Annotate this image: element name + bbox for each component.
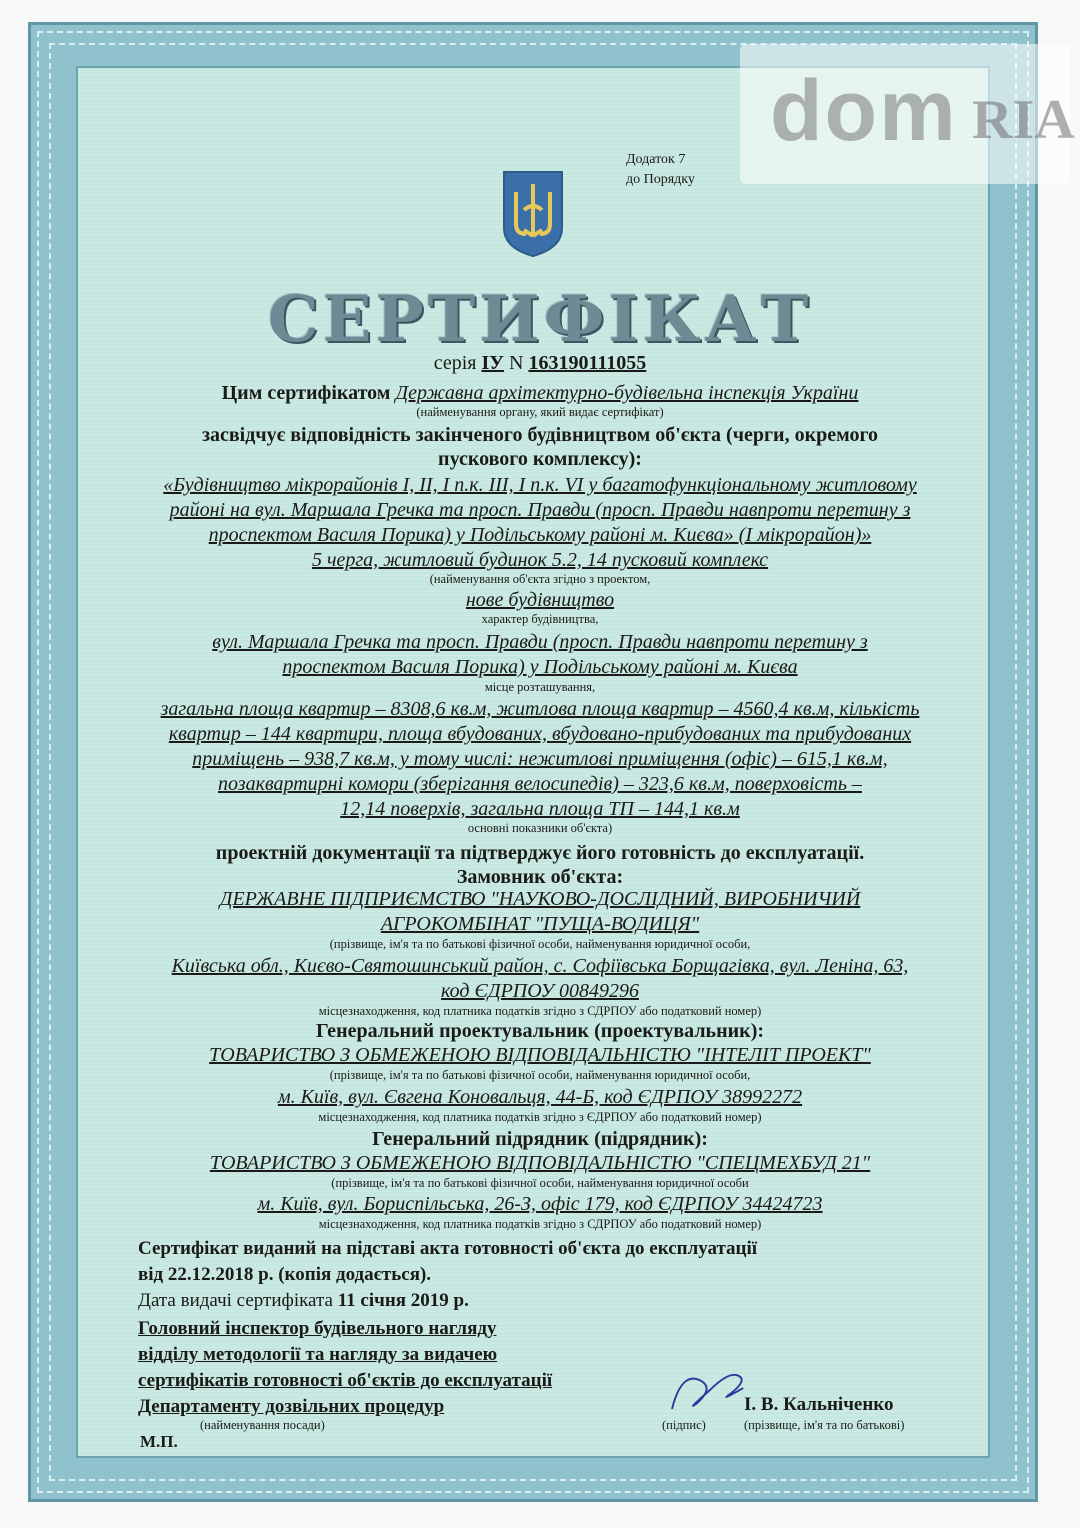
issue-date-value: 11 січня 2019 р.: [337, 1290, 469, 1311]
object-line-3: проспектом Василя Порика) у Подільському районі м. Києва» (І мікрорайон)»: [208, 524, 872, 546]
series-code: ІУ: [481, 352, 504, 374]
indicators-line-4: позаквартирні комори (зберігання велосипедів) – 323,6 кв.м, поверховість –: [218, 773, 862, 795]
contractor-address: м. Київ, вул. Бориспільська, 26-З, офіс 179, код ЄДРПОУ 34424723: [257, 1193, 823, 1215]
designer-address-caption: місцезнаходження, код платника податків згідно з ЄДРПОУ або податковий номер): [318, 1110, 762, 1124]
position-line-1: Головний інспектор будівельного нагляду: [138, 1318, 497, 1339]
conformity-statement: проектній документації та підтверджує його готовність до експлуатації.: [215, 842, 865, 864]
issuer-name: Державна архітектурно-будівельна інспекція України: [395, 382, 859, 404]
location-line-1: вул. Маршала Гречка та просп. Правди (просп. Правди навпроти перетину з: [212, 631, 868, 653]
customer-address-line-2: код ЄДРПОУ 00849296: [441, 980, 639, 1002]
signatory-name-caption: (прізвище, ім'я та по батькові): [744, 1418, 905, 1432]
contractor-name: ТОВАРИСТВО З ОБМЕЖЕНОЮ ВІДПОВІДАЛЬНІСТЮ "СПЕЦМЕХБУД 21": [209, 1152, 871, 1174]
seal-mark: М.П.: [140, 1432, 178, 1451]
contractor-name-caption: (прізвище, ім'я та по батькові фізичної особи, найменування юридичної особи: [331, 1176, 749, 1190]
indicators-line-5: 12,14 поверхів, загальна площа ТП – 144,1 кв.м: [340, 798, 740, 820]
series-label: серія: [433, 352, 477, 374]
customer-heading: Замовник об'єкта:: [456, 866, 624, 888]
object-line-4: 5 черга, житловий будинок 5.2, 14 пусковий комплекс: [311, 549, 769, 571]
issuer-caption: (найменування органу, який видає сертифікат): [416, 405, 664, 419]
position-line-4: Департаменту дозвільних процедур: [138, 1396, 445, 1417]
location-line-2: проспектом Василя Порика) у Подільському районі м. Києва: [282, 656, 798, 678]
indicators-line-3: приміщень – 938,7 кв.м, у тому числі: нежитлові приміщення (офіс) – 615,1 кв.м,: [192, 748, 888, 770]
certifies-line-2: пускового комплексу):: [438, 448, 642, 470]
appendix-line-1: Додаток 7: [626, 152, 686, 167]
certificate-number: 163190111055: [528, 352, 647, 374]
issue-date-line: [138, 1290, 469, 1312]
trident-coat-of-arms-icon: [502, 170, 564, 258]
contractor-address-caption: місцезнаходження, код платника податків згідно з СДРПОУ або податковий номер): [318, 1217, 762, 1231]
construction-type: нове будівництво: [465, 589, 615, 611]
position-line-3: сертифікатів готовності об'єктів до експлуатації: [138, 1370, 553, 1391]
handwritten-signature: [660, 1352, 760, 1428]
series-line: [0, 352, 1080, 375]
object-line-2: районі на вул. Маршала Гречка та просп. Правди (просп. Правди навпроти перетину з: [169, 499, 911, 521]
object-caption: (найменування об'єкта згідно з проектом,: [429, 572, 651, 586]
basis-line-1: Сертифікат виданий на підставі акта готовності об'єкта до експлуатації: [138, 1238, 758, 1259]
position-caption: (найменування посади): [200, 1418, 325, 1432]
designer-name: ТОВАРИСТВО З ОБМЕЖЕНОЮ ВІДПОВІДАЛЬНІСТЮ "ІНТЕЛІТ ПРОЕКТ": [209, 1044, 871, 1066]
customer-address-line-1: Київська обл., Києво-Святошинський район, с. Софіївська Борщагівка, вул. Леніна, 63,: [171, 955, 909, 977]
customer-name-line-1: ДЕРЖАВНЕ ПІДПРИЄМСТВО "НАУКОВО-ДОСЛІДНИЙ, ВИРОБНИЧИЙ: [219, 888, 861, 910]
designer-name-caption: (прізвище, ім'я та по батькові фізичної особи, найменування юридичної особи,: [329, 1068, 751, 1082]
signatory-name: І. В. Кальніченко: [744, 1394, 894, 1415]
dom-ria-watermark: dom: [770, 63, 958, 159]
signature-caption: (підпис): [662, 1418, 706, 1432]
designer-heading: Генеральний проектувальник (проектувальник):: [315, 1020, 765, 1042]
object-line-1: «Будівництво мікрорайонів І, ІІ, І п.к. ІІІ, І п.к. VI у багатофункціональному житловому: [163, 474, 917, 496]
indicators-caption: основні показники об'єкта): [467, 821, 613, 835]
designer-address: м. Київ, вул. Євгена Коновальця, 44-Б, код ЄДРПОУ 38992272: [277, 1086, 803, 1108]
issuer-prefix: Цим сертифікатом: [221, 382, 391, 404]
indicators-line-1: загальна площа квартир – 8308,6 кв.м, житлова площа квартир – 4560,4 кв.м, кількість: [160, 698, 920, 720]
issuer-line: [0, 382, 1080, 405]
certifies-line-1: засвідчує відповідність закінченого будівництвом об'єкта (черги, окремого: [201, 424, 879, 446]
number-label: N: [508, 352, 524, 374]
indicators-line-2: квартир – 144 квартири, площа вбудованих, вбудовано-прибудованих та прибудованих: [168, 723, 912, 745]
customer-name-caption: (прізвище, ім'я та по батькові фізичної особи, найменування юридичної особи,: [329, 937, 751, 951]
appendix-note: [626, 150, 695, 190]
location-caption: місце розташування,: [484, 680, 596, 694]
issue-date-label: Дата видачі сертифіката: [138, 1290, 333, 1311]
customer-address-caption: місцезнаходження, код платника податків згідно з СДРПОУ або податковий номер): [318, 1004, 762, 1018]
ria-watermark: RIA: [972, 89, 1075, 151]
basis-line-2: від 22.12.2018 р. (копія додається).: [138, 1264, 432, 1285]
customer-name-line-2: АГРОКОМБІНАТ "ПУЩА-ВОДИЦЯ": [380, 913, 700, 935]
contractor-heading: Генеральний підрядник (підрядник):: [372, 1128, 708, 1150]
construction-type-caption: характер будівництва,: [481, 612, 599, 626]
certificate-title: СЕРТИФІКАТ: [267, 282, 813, 357]
position-line-2: відділу методології та нагляду за видачею: [138, 1344, 498, 1365]
appendix-line-2: до Порядку: [626, 172, 695, 187]
